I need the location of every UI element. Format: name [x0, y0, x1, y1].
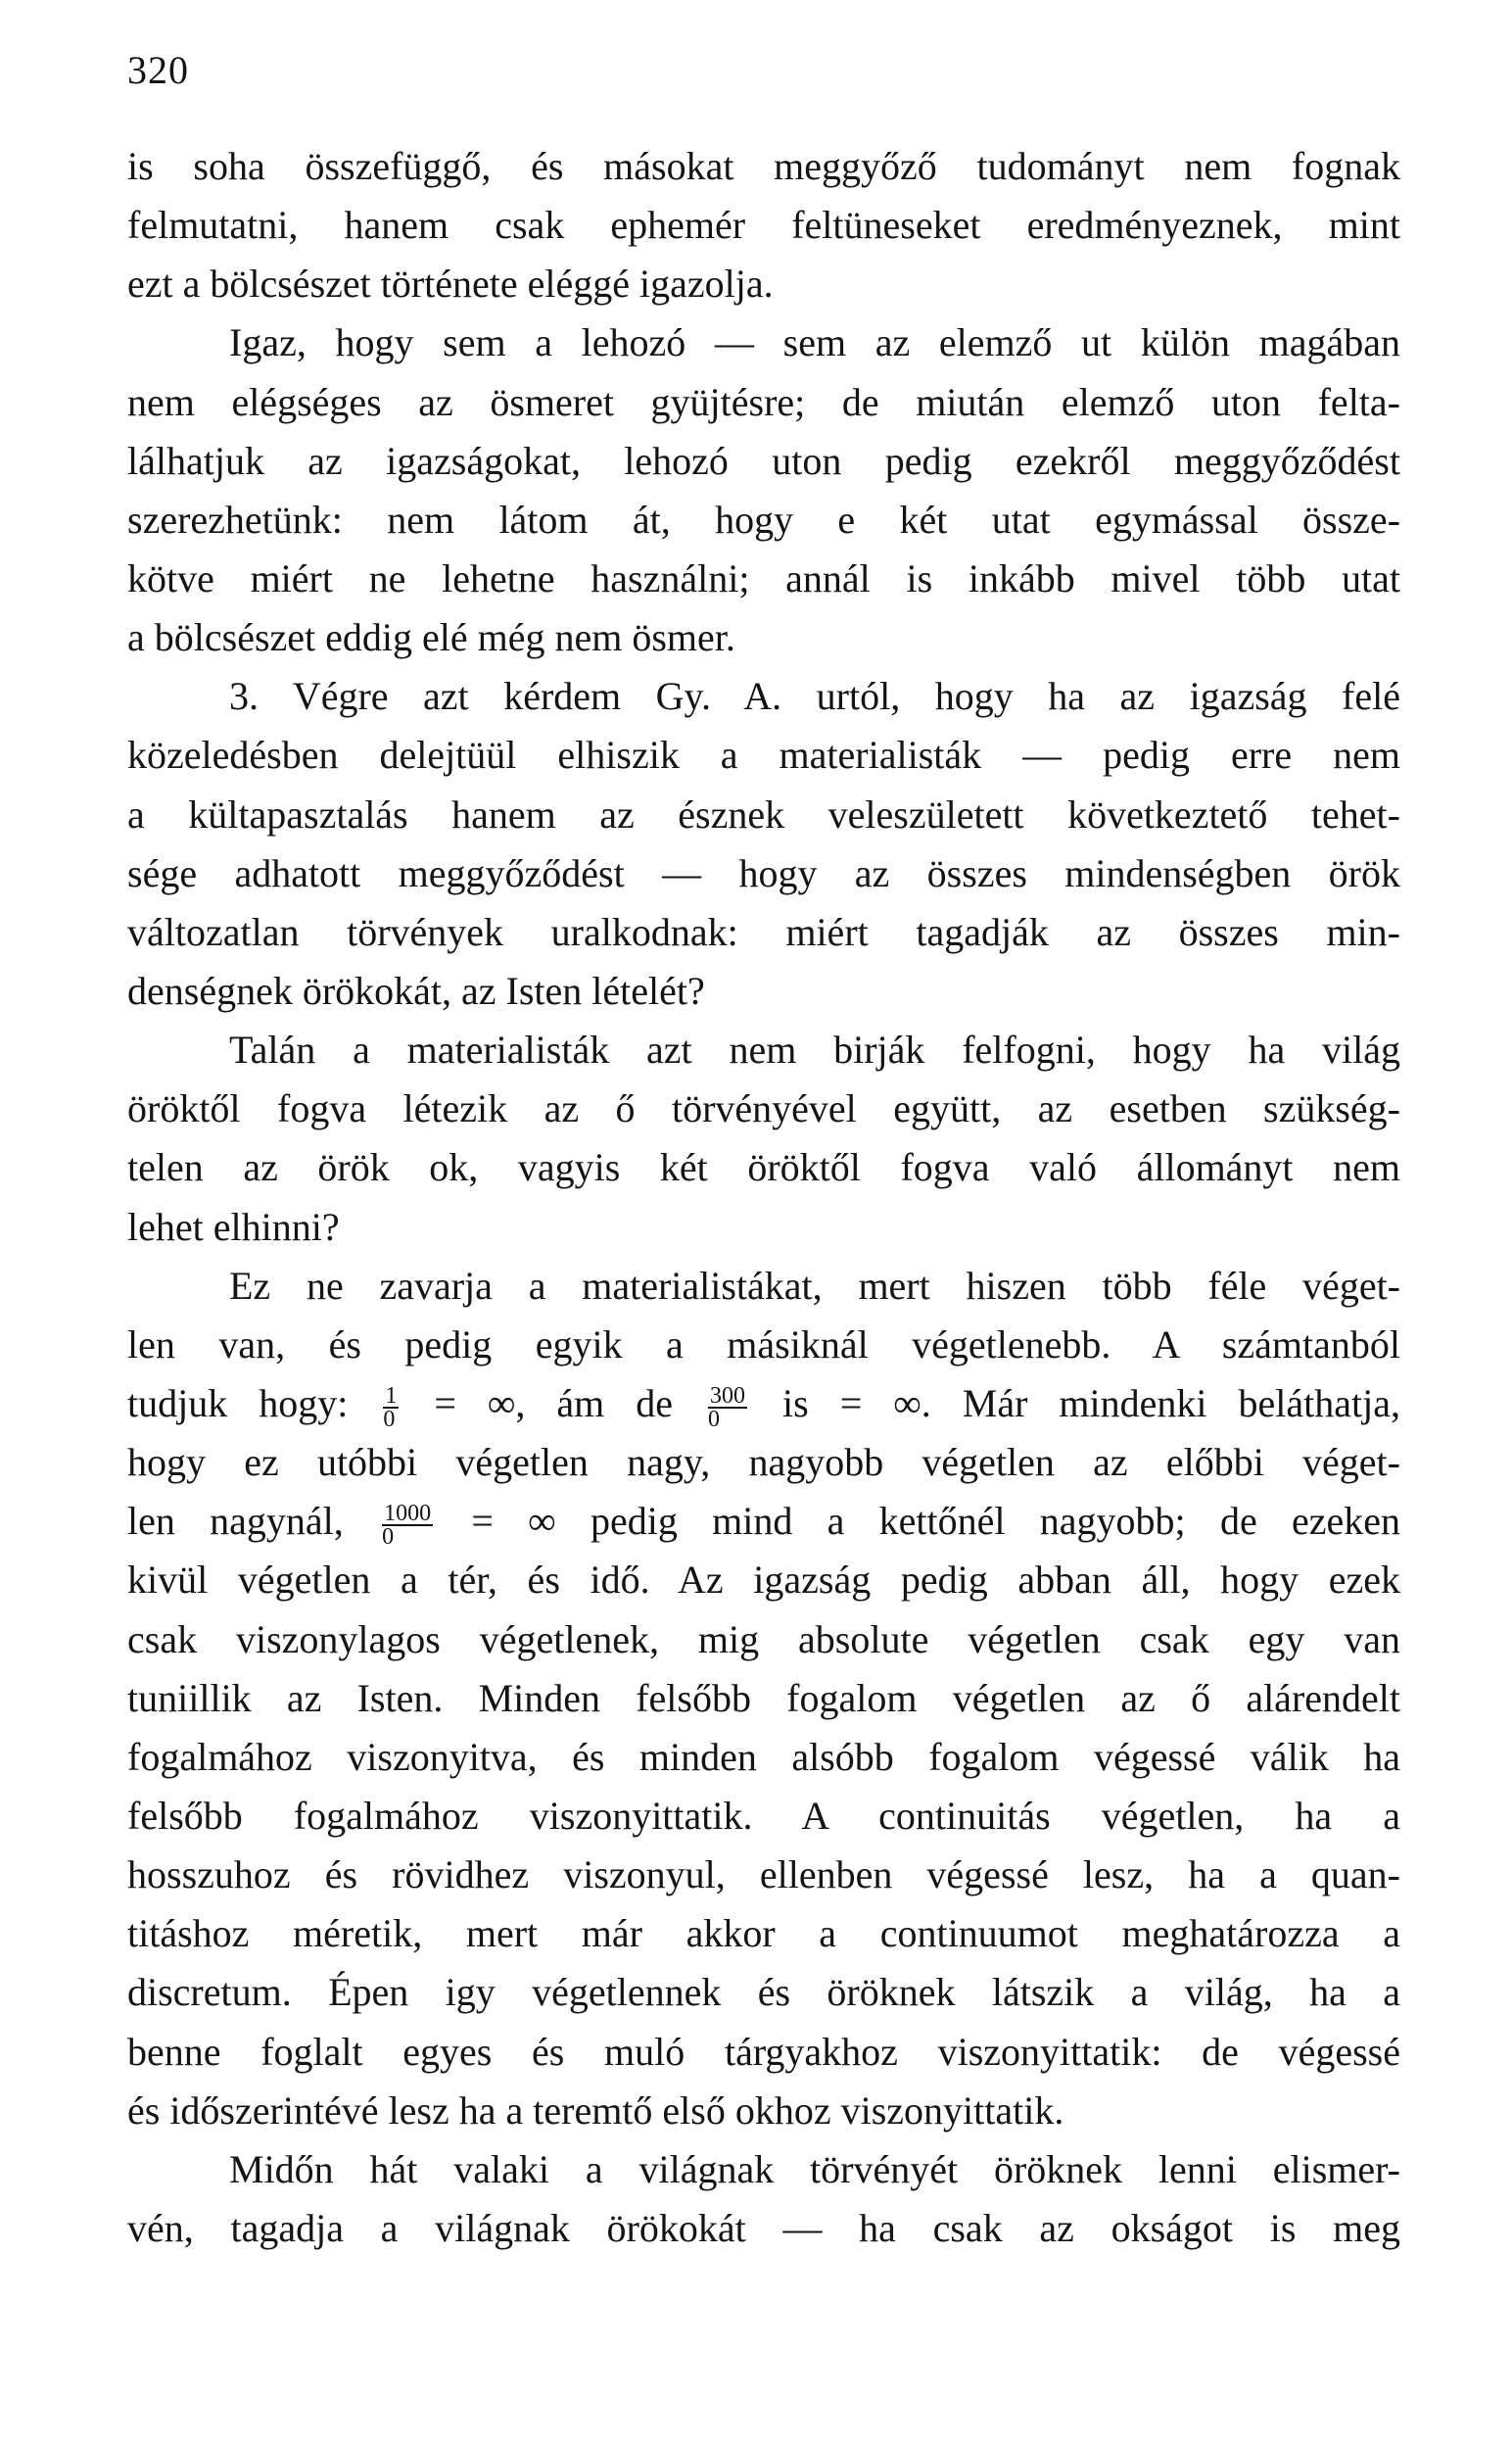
- fraction-numerator: 300: [710, 1382, 746, 1409]
- text-line: öröktől fogva létezik az ő törvényével együtt, az esetben szükség-: [127, 1086, 1400, 1131]
- text-line: 3. Végre azt kérdem Gy. A. urtól, hogy ha az igazság felé: [229, 674, 1400, 719]
- text-segment: = ∞, ám de: [402, 1380, 705, 1425]
- text-line: tuniillik az Isten. Minden felsőbb fogalom végetlen az ő alárendelt: [127, 1675, 1400, 1720]
- text-line: a kültapasztalás hanem az észnek veleszületett következtető tehet-: [127, 791, 1400, 837]
- fraction-denominator: 0: [383, 1406, 396, 1432]
- text-line: vén, tagadja a világnak örökokát — ha csak az okságot is meg: [127, 2205, 1400, 2250]
- text-line: felmutatni, hanem csak ephemér feltüneseket eredményeznek, mint: [127, 203, 1400, 248]
- body-text: [127, 137, 1400, 2258]
- text-line: kötve miért ne lehetne használni; annál is inkább mivel több utat: [127, 555, 1400, 600]
- text-line: a bölcsészet eddig elé még nem ösmer.: [127, 615, 735, 660]
- text-line: kivül végetlen a tér, és idő. Az igazság pedig abban áll, hogy ezek: [127, 1558, 1400, 1603]
- text-line: telen az örök ok, vagyis két öröktől fogva való állományt nem: [127, 1145, 1400, 1190]
- text-line: sége adhatott meggyőződést — hogy az összes mindenségben örök: [127, 850, 1400, 895]
- text-line: discretum. Épen igy végetlennek és öröknek látszik a világ, ha a: [127, 1970, 1400, 2015]
- fraction: [708, 1382, 747, 1432]
- text-line: Igaz, hogy sem a lehozó — sem az elemző ut külön magában: [229, 320, 1400, 365]
- text-line: és időszerintévé lesz ha a teremtő első okhoz viszonyittatik.: [127, 2087, 1064, 2133]
- text-line: változatlan törvények uralkodnak: miért tagadják az összes min-: [127, 909, 1400, 954]
- fraction-denominator: 0: [382, 1524, 395, 1551]
- text-line: csak viszonylagos végetlenek, mig absolute végetlen csak egy van: [127, 1616, 1400, 1661]
- text-line: benne foglalt egyes és muló tárgyakhoz viszonyittatik: de végessé: [127, 2029, 1400, 2074]
- text-line: Midőn hát valaki a világnak törvényét öröknek lenni elismer-: [229, 2146, 1400, 2191]
- page-number: 320: [127, 48, 189, 92]
- text-line: fogalmához viszonyitva, és minden alsóbb fogalom végessé válik ha: [127, 1734, 1400, 1779]
- text-line: nem elégséges az ösmeret gyüjtésre; de miután elemző uton felta-: [127, 379, 1400, 424]
- text-line: hogy ez utóbbi végetlen nagy, nagyobb végetlen az előbbi véget-: [127, 1440, 1400, 1485]
- text-line: hosszuhoz és rövidhez viszonyul, ellenben végessé lesz, ha a quan-: [127, 1852, 1400, 1897]
- text-line: közeledésben delejtüül elhiszik a materialisták — pedig erre nem: [127, 733, 1400, 778]
- fraction-numerator: 1000: [384, 1501, 432, 1527]
- text-segment: tudjuk hogy:: [127, 1380, 380, 1425]
- text-line: Ez ne zavarja a materialistákat, mert hiszen több féle véget-: [229, 1263, 1400, 1308]
- text-segment: = ∞ pedig mind a kettőnél nagyobb; de ezeken: [437, 1499, 1400, 1544]
- fraction-denominator: 0: [708, 1406, 721, 1432]
- text-line: szerezhetünk: nem látom át, hogy e két utat egymással össze-: [127, 497, 1400, 542]
- fraction: [383, 1382, 399, 1432]
- fraction: [382, 1501, 433, 1551]
- text-segment: len nagynál,: [127, 1499, 379, 1544]
- fraction-numerator: 1: [385, 1382, 398, 1409]
- text-line: [127, 1492, 1400, 1551]
- text-line: titáshoz méretik, mert már akkor a continuumot meghatározza a: [127, 1911, 1400, 1956]
- text-line: len van, és pedig egyik a másiknál végetlenebb. A számtanból: [127, 1321, 1400, 1367]
- text-line: lehet elhinni?: [127, 1204, 340, 1249]
- text-line: felsőbb fogalmához viszonyittatik. A continuitás végetlen, ha a: [127, 1793, 1400, 1838]
- text-line: lálhatjuk az igazságokat, lehozó uton pedig ezekről meggyőződést: [127, 438, 1400, 483]
- text-line: is soha összefüggő, és másokat meggyőző tudományt nem fognak: [127, 144, 1400, 188]
- text-line: ezt a bölcsészet története eléggé igazolja.: [127, 262, 774, 307]
- text-line: Talán a materialisták azt nem birják felfogni, hogy ha világ: [229, 1028, 1400, 1073]
- text-line: denségnek örökokát, az Isten lételét?: [127, 968, 705, 1013]
- text-segment: is = ∞. Már mindenki beláthatja,: [751, 1380, 1400, 1425]
- text-line: [127, 1374, 1400, 1433]
